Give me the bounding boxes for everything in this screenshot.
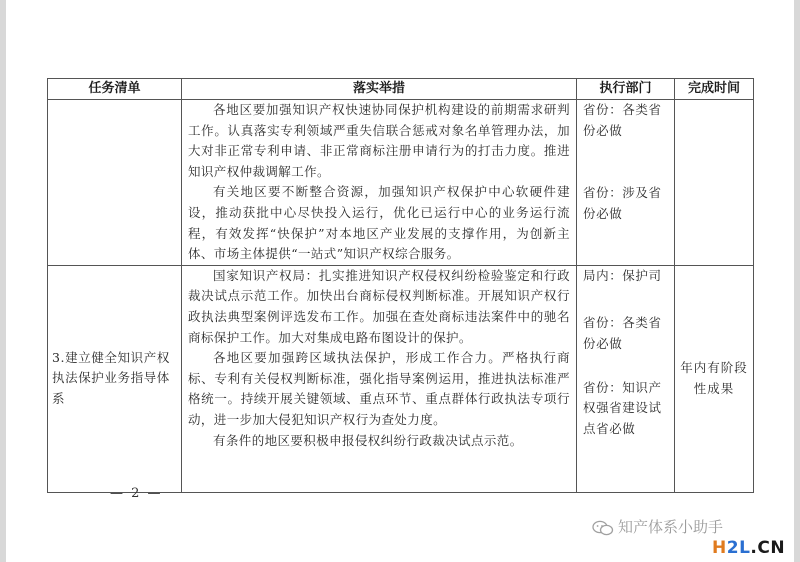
- page-edge-right: [794, 0, 800, 562]
- table-header-row: [48, 79, 754, 100]
- logo-cn: .CN: [750, 538, 786, 558]
- table-row: [48, 265, 754, 492]
- table-row: [48, 100, 754, 266]
- site-logo: [712, 538, 785, 558]
- measure-paragraph: 国家知识产权局：扎实推进知识产权侵权纠纷检验鉴定和行政裁决试点示范工作。加快出台商标侵权判断标准。开展知识产权行政执法典型案例评选发布工作。加强在查处商标违法案件中的驰名商标保护工作。加大对集成电路布图设计的保护。: [188, 267, 570, 345]
- logo-letter: H: [712, 538, 727, 558]
- completion-cell: [675, 265, 754, 492]
- task-cell: [48, 265, 182, 492]
- measures-cell: [182, 100, 577, 266]
- measure-paragraph: 各地区要加强跨区域执法保护，形成工作合力。严格执行商标、专利有关侵权判断标准，强化指导案例运用，推进执法标准严格统一。持续开展关键领域、重点环节、重点群体行政执法专项行动，进一步加大侵犯知识产权行为查处力度。: [188, 350, 570, 427]
- header-completion-time: 完成时间: [675, 79, 754, 100]
- task-name: 3.建立健全知识产权执法保护业务指导体系: [52, 349, 170, 407]
- page-number: — 2 —: [110, 486, 163, 501]
- header-measures: 落实举措: [182, 79, 577, 100]
- department-entry: 省份：各类省份必做: [583, 315, 662, 351]
- department-cell: [577, 265, 675, 492]
- department-entry: 省份：涉及省份必做: [583, 185, 662, 221]
- page-edge-left: [0, 0, 6, 562]
- task-table: [47, 78, 754, 493]
- header-task-list: 任务清单: [48, 79, 182, 100]
- header-department: 执行部门: [577, 79, 675, 100]
- department-entry: 省份：各类省份必做: [583, 102, 662, 138]
- logo-letter: 2: [726, 538, 740, 558]
- logo-h2l: [712, 538, 750, 558]
- department-entry: 局内：保护司: [583, 267, 662, 283]
- completion-cell-empty: [675, 100, 754, 266]
- measure-paragraph: 有条件的地区要积极申报侵权纠纷行政裁决试点示范。: [213, 432, 523, 448]
- logo-letter: L: [739, 538, 751, 558]
- completion-time: 年内有阶段性成果: [680, 360, 748, 396]
- wechat-icon: [592, 520, 614, 536]
- wechat-watermark: [592, 516, 723, 537]
- measure-paragraph: 有关地区要不断整合资源，加强知识产权保护中心软硬件建设，推动获批中心尽快投入运行，优化已运行中心的业务运行流程，有效发挥“快保护”对本地区产业发展的支撑作用，为创新主体、市场主体提供“一站式”知识产权综合服务。: [188, 184, 570, 262]
- measures-cell: [182, 265, 577, 492]
- measure-paragraph: 各地区要加强知识产权快速协同保护机构建设的前期需求研判工作。认真落实专利领域严重失信联合惩戒对象名单管理办法，加大对非正常专利申请、非正常商标注册申请行为的打击力度。推进知识产权仲裁调解工作。: [188, 102, 570, 179]
- department-cell: [577, 100, 675, 266]
- wechat-account-name: 知产体系小助手: [618, 518, 724, 536]
- task-cell-empty: [48, 100, 182, 266]
- department-entry: 省份：知识产权强省建设试点省必做: [583, 379, 662, 436]
